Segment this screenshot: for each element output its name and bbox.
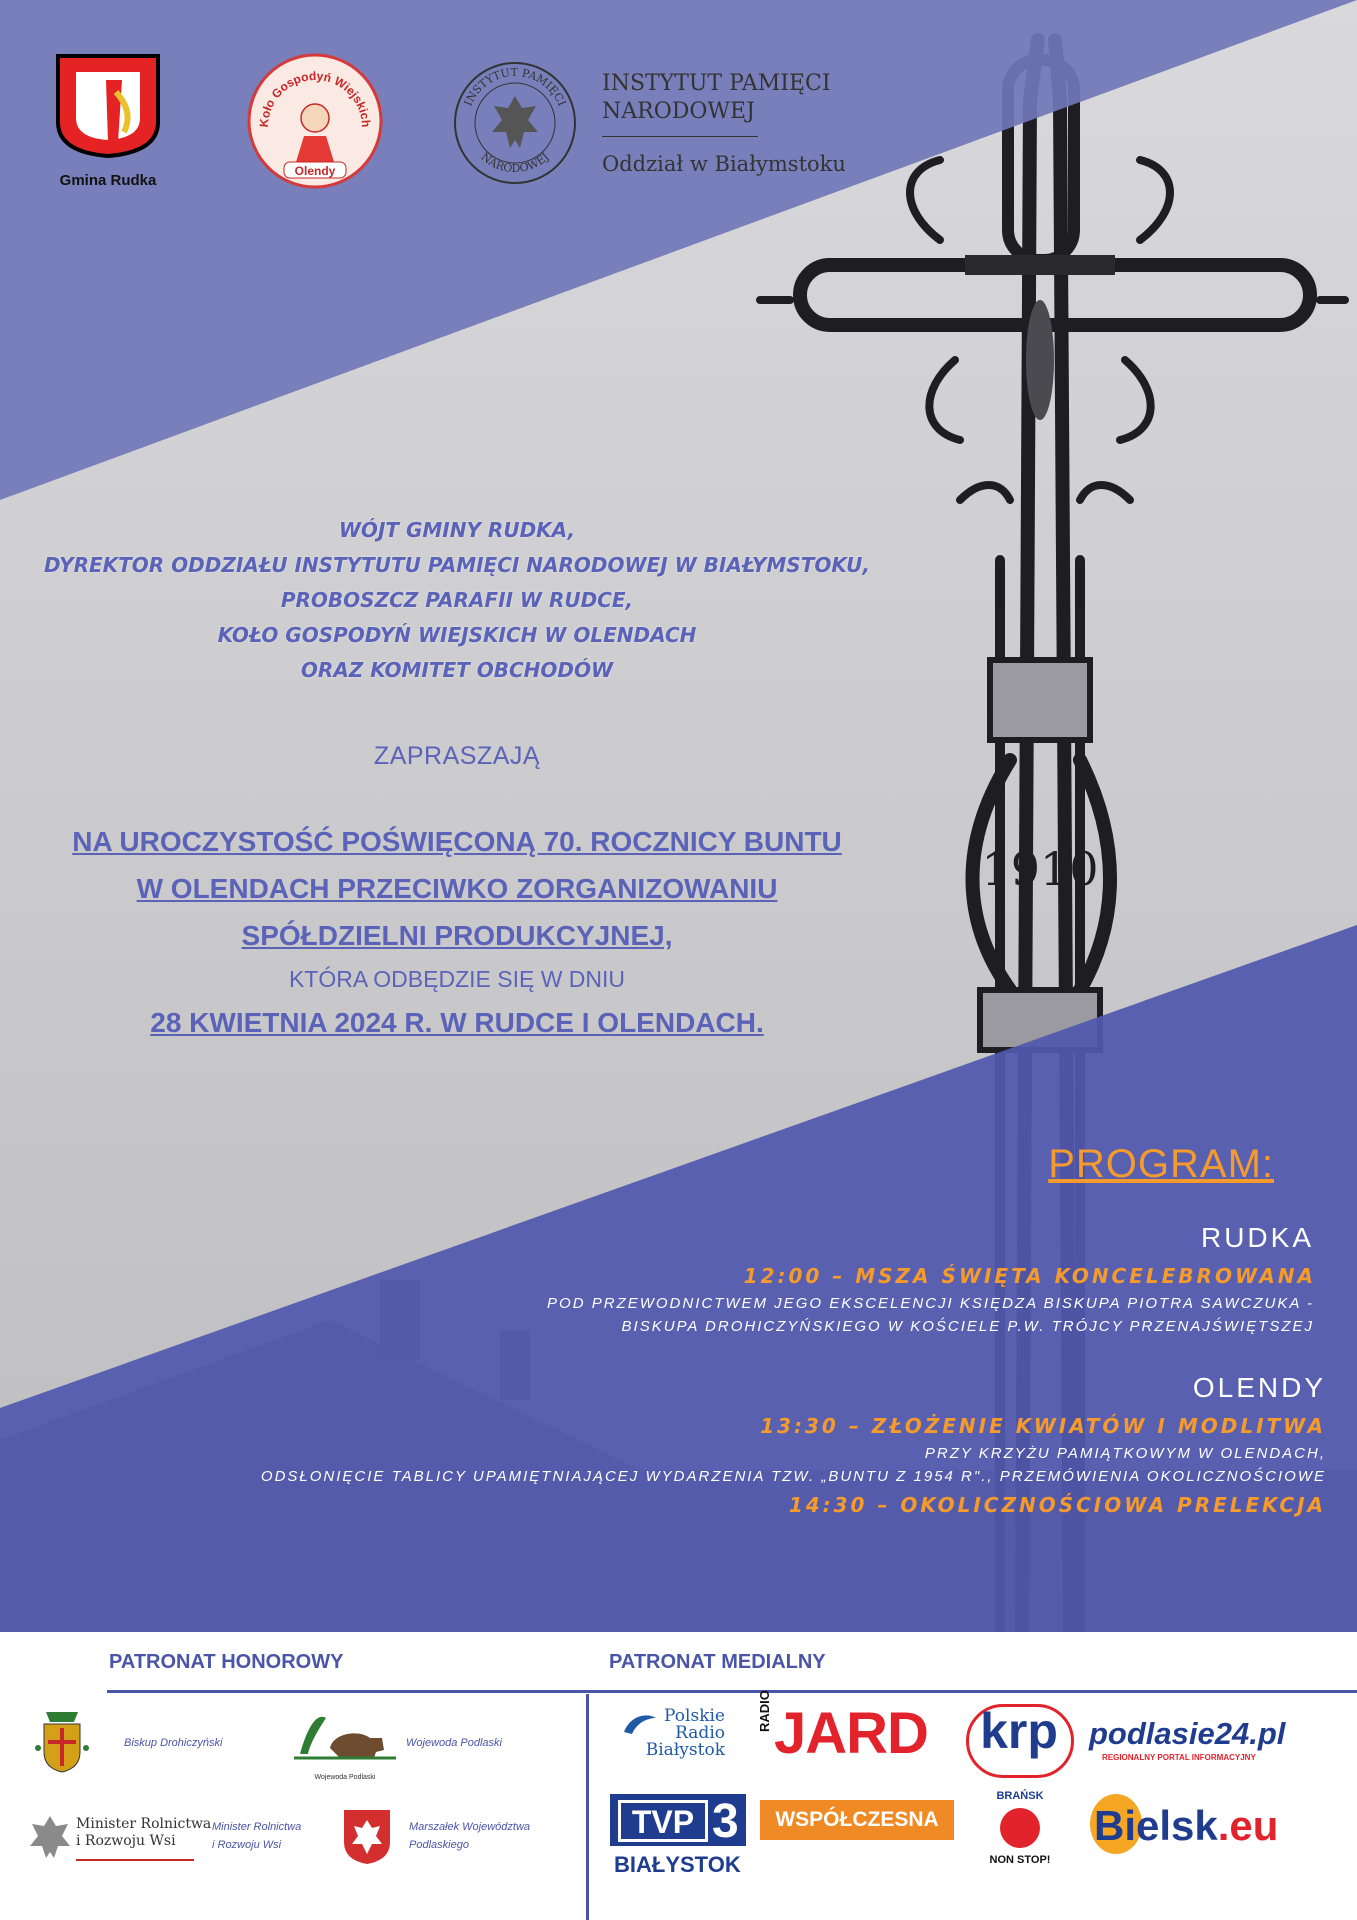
program-section [617, 1142, 1317, 1187]
event-line: SPÓŁDZIELNI PRODUKCYJNEJ, [241, 920, 673, 951]
tvp-box: TVP [618, 1800, 708, 1842]
tvp-number: 3 [712, 1795, 739, 1848]
krp-logo: krp [980, 1703, 1058, 1759]
event-date: 28 KWIETNIA 2024 R. W RUDCE I OLENDACH. [150, 1007, 764, 1038]
ipn-name-line2: NARODOWEJ [602, 99, 755, 124]
bishop-caption: Biskup Drohiczyński [124, 1737, 223, 1749]
organizers-list [20, 513, 894, 688]
jard-logo: JARD [774, 1701, 928, 1766]
program-note [126, 1442, 1326, 1488]
bishop-coat-of-arms [32, 1708, 92, 1778]
svg-text:NARODOWEJ [478, 150, 551, 175]
ipn-name-line1: INSTYTUT PAMIĘCI [602, 71, 831, 96]
organizer-line: DYREKTOR ODDZIAŁU INSTYTUTU PAMIĘCI NARODOWEJ W BIAŁYMSTOKU, [44, 553, 870, 577]
organizer-line: ORAZ KOMITET OBCHODÓW [300, 658, 614, 682]
program-note [214, 1292, 1314, 1338]
bielsk-logo-tld: .eu [1217, 1802, 1279, 1849]
tvp3-city: BIAŁYSTOK [614, 1852, 741, 1877]
polskie-radio-line: Polskie [664, 1706, 725, 1726]
ipn-name [602, 70, 831, 126]
program-note-line: PRZY KRZYŻU PAMIĄTKOWYM W OLENDACH, [924, 1445, 1326, 1462]
organizer-line: KOŁO GOSPODYŃ WIEJSKICH W OLENDACH [217, 623, 697, 647]
bielsk-logo [1094, 1802, 1278, 1850]
minister-logo-line: Minister Rolnictwa [76, 1816, 212, 1832]
marshal-coat-of-arms [342, 1808, 392, 1866]
polskie-radio-line: Białystok [645, 1740, 725, 1760]
footer [0, 1632, 1357, 1920]
program-note-line: ODSŁONIĘCIE TABLICY UPAMIĘTNIAJĄCEJ WYDARZENIA TZW. „BUNTU Z 1954 R"., PRZEMÓWIENIA OKOLICZNOŚCIOWE [260, 1468, 1326, 1485]
kgw-olendy-label: Olendy [294, 164, 336, 178]
ipn-seal [452, 60, 578, 186]
organizer-line: WÓJT GMINY RUDKA, [338, 518, 576, 542]
ipn-seal-top: INSTYTUT PAMIĘCI [461, 65, 569, 108]
marshal-caption-line: Podlaskiego [409, 1839, 469, 1851]
kgw-arc-text: Koło Gospodyń Wiejskich [256, 68, 374, 128]
marshal-caption [409, 1818, 530, 1854]
minister-caption-line: Minister Rolnictwa [212, 1821, 302, 1833]
bransk-label: BRAŃSK [996, 1790, 1044, 1802]
polskie-radio-logo [622, 1708, 725, 1759]
wspolczesna-logo: WSPÓŁCZESNA [760, 1800, 954, 1840]
non-stop-label: NON STOP! [989, 1854, 1051, 1866]
invite-heading: ZAPRASZAJĄ [373, 742, 541, 770]
voivode-caption: Wojewoda Podlaski [406, 1737, 502, 1749]
radio-label: RADIO [757, 1690, 772, 1732]
program-note-line: BISKUPA DROHICZYŃSKIEGO W KOŚCIELE P.W. TRÓJCY PRZENAJŚWIĘTSZEJ [621, 1318, 1314, 1335]
ipn-divider [602, 136, 758, 137]
program-item: 13:30 – ZŁOŻENIE KWIATÓW I MODLITWA [760, 1414, 1326, 1438]
ipn-branch: Oddział w Białymstoku [602, 152, 846, 176]
footer-divider [586, 1694, 589, 1920]
eagle-emblem [28, 1812, 72, 1860]
event-description [20, 818, 894, 1046]
wojewoda-logo-text: Wojewoda Podlaski [314, 1774, 376, 1781]
podlasie24-subtitle: REGIONALNY PORTAL INFORMACYJNY [1102, 1753, 1256, 1762]
wojewoda-bison-logo [290, 1708, 400, 1772]
marshal-caption-line: Marszałek Województwa [409, 1821, 531, 1833]
cross-year: 1910 [981, 842, 1099, 896]
event-line: W OLENDACH PRZECIWKO ZORGANIZOWANIU [136, 873, 778, 904]
event-subline: KTÓRA ODBĘDZIE SIĘ W DNIU [288, 966, 626, 992]
ipn-seal-bottom: NARODOWEJ [478, 150, 552, 176]
program-item: 14:30 – OKOLICZNOŚCIOWA PRELEKCJA [788, 1493, 1326, 1517]
non-stop-icon [1000, 1808, 1040, 1848]
minister-logo-text [76, 1816, 211, 1850]
program-item: 12:00 – MSZA ŚWIĘTA KONCELEBROWANA [743, 1264, 1316, 1288]
program-note-line: POD PRZEWODNICTWEM JEGO EKSCELENCJI KSIĘDZA BISKUPA PIOTRA SAWCZUKA - [547, 1295, 1314, 1312]
event-line: NA UROCZYSTOŚĆ POŚWIĘCONĄ 70. ROCZNICY BUNTU [72, 826, 842, 857]
minister-logo-rule [76, 1859, 194, 1861]
media-heading: PATRONAT MEDIALNY [609, 1651, 826, 1673]
gmina-rudka-crest [54, 52, 162, 160]
gmina-rudka-label: Gmina Rudka [59, 172, 157, 189]
minister-caption [212, 1818, 301, 1854]
program-place-rudka: RUDKA [1200, 1222, 1314, 1253]
program-title: PROGRAM: [1048, 1142, 1274, 1186]
organizer-line: PROBOSZCZ PARAFII W RUDCE, [280, 588, 634, 612]
kgw-olendy-logo [246, 52, 384, 190]
honorary-heading: PATRONAT HONOROWY [109, 1651, 344, 1673]
tvp3-logo [610, 1794, 746, 1846]
polskie-radio-line: Radio [675, 1723, 725, 1743]
minister-logo-line: i Rozwoju Wsi [76, 1833, 176, 1849]
bielsk-logo-main: Bielsk [1094, 1802, 1218, 1849]
program-place-olendy: OLENDY [1192, 1372, 1326, 1403]
podlasie24-logo: podlasie24.pl [1089, 1716, 1286, 1751]
footer-rule [107, 1690, 1357, 1693]
minister-caption-line: i Rozwoju Wsi [212, 1839, 282, 1851]
